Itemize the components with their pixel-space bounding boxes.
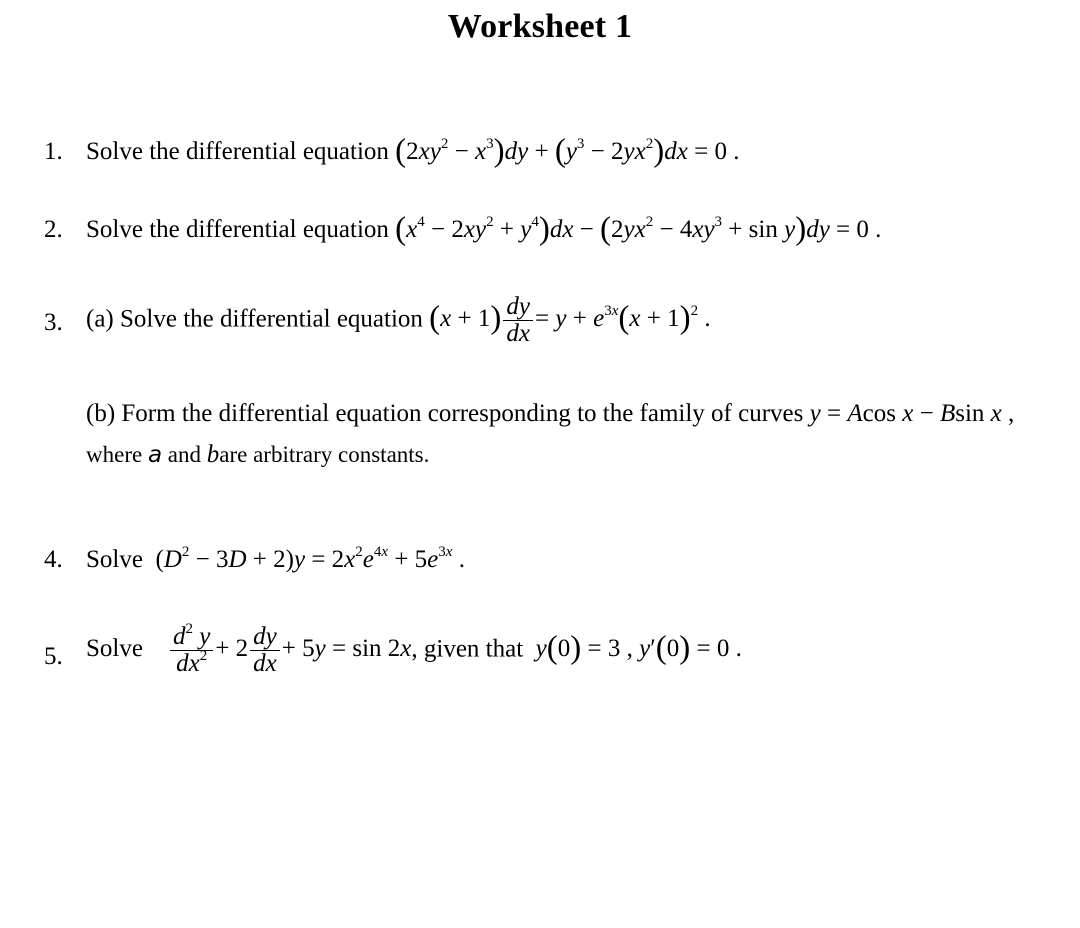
cropped-text-fragment [4,0,154,4]
question-text: where [86,442,148,467]
equation: $(x^4 - 2xy^2 + y^4)dx - (2yx^2 - 4xy^3 + \sin y)dy = 0$ . [395,211,882,247]
question-text: and [162,442,207,467]
equation: y = Acos x − Bsin x , [809,400,1015,427]
variable-a: a [147,442,163,468]
equation: $(2xy^2 - x^3)dy + (y^3 - 2yx^2)dx = 0$ . [395,133,740,169]
equation: $\frac{d^2 y}{dx^2}$ + 2 $\frac{dy}{dx}$ + 5y = sin 2x [168,635,411,662]
fraction: $\frac{dy}{dx}$ [250,624,280,678]
question-text: Solve [86,635,143,663]
question-text: are arbitrary constants. [219,442,430,467]
question-number: 4. [44,546,63,573]
initial-condition: y(0) = 3 , y′(0) = 0 . [535,630,742,667]
question-text: (b) Form the differential equation corresponding to the family of curves [86,400,810,427]
question-text: Solve the differential equation [86,216,396,243]
question-text: Solve the differential equation [86,138,396,165]
fraction: $\frac{d^2 y}{dx^2}$ [170,624,213,678]
page-title: Worksheet 1 [447,8,633,45]
question-number: 3. [44,309,63,336]
question-text: , given that [411,635,530,663]
question-number: 2. [44,216,63,243]
variable-b: b [206,441,220,468]
equation: (x + 1) $\frac{dy}{dx}$ = $y + e^{3x}(x + 1)^2$ . [429,293,711,348]
question-text: (a) Solve the differential equation [86,305,430,333]
question-number: 1. [44,138,63,165]
question-number: 5. [44,643,63,670]
question-text: Solve [86,546,150,573]
fraction: $\frac{dy}{dx}$ [503,294,533,348]
equation: $(D^2 - 3D + 2)y = 2x^2e^{4x} + 5e^{3x}$ . [155,543,465,573]
